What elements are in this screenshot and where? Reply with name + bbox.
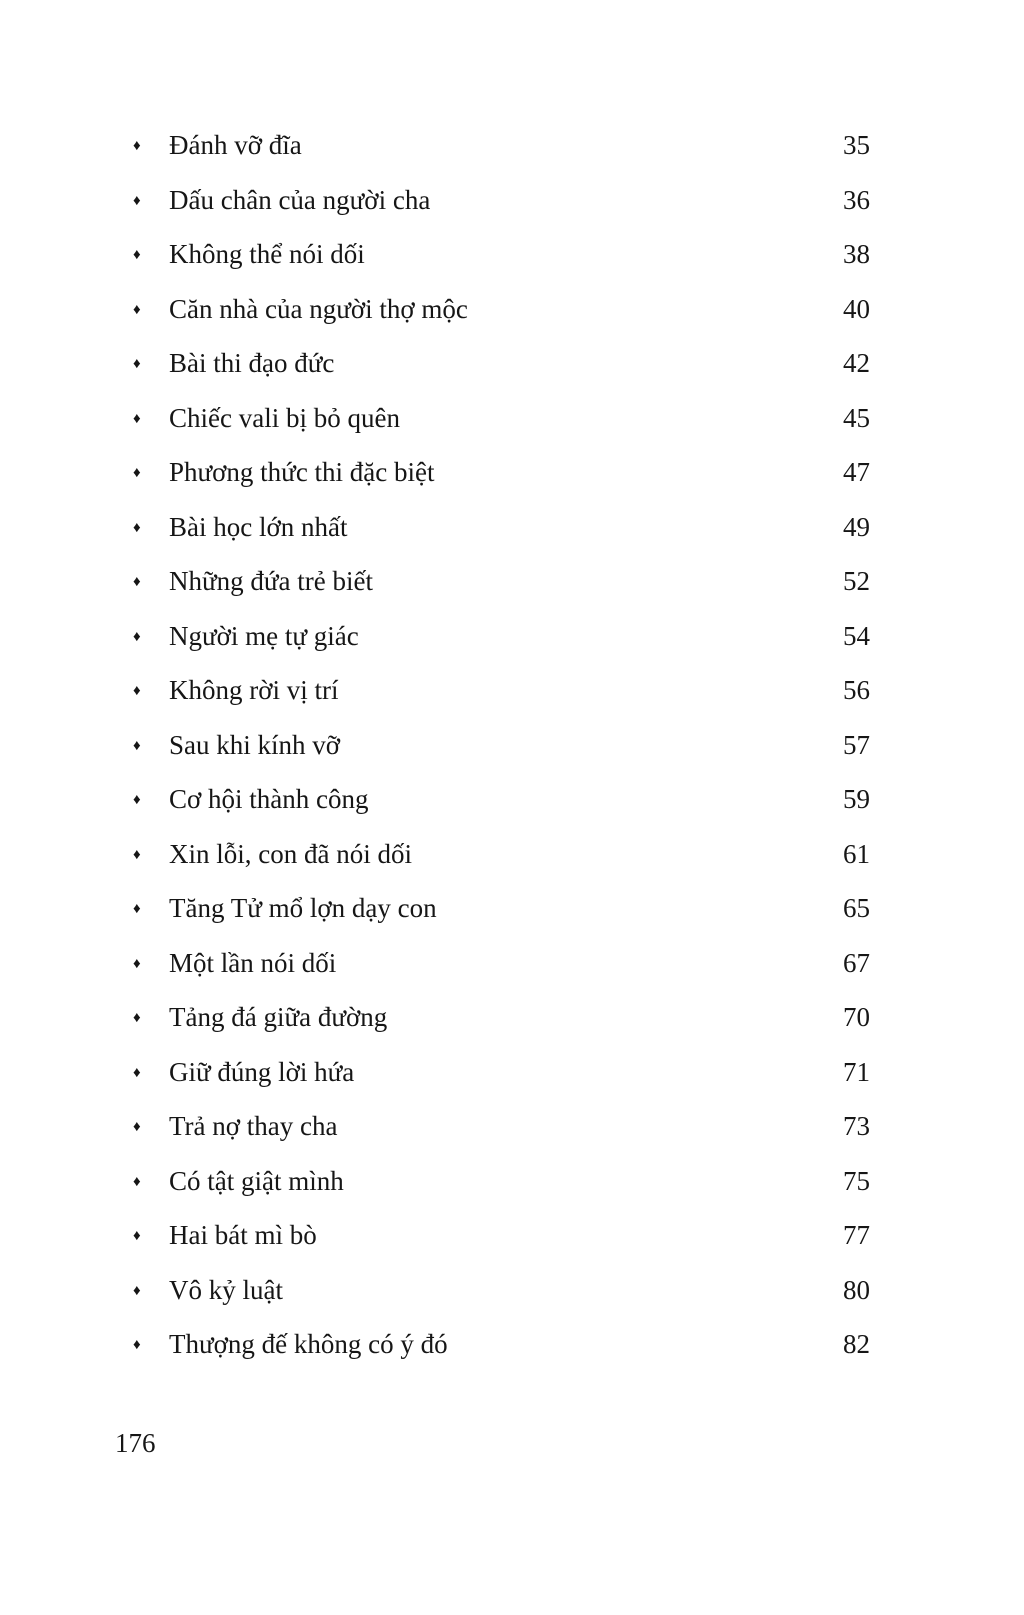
toc-entry	[133, 336, 870, 391]
toc-entry	[133, 282, 870, 337]
toc-entry-page: 38	[843, 239, 870, 270]
toc-entry-page: 57	[843, 729, 870, 760]
toc-entry	[133, 1208, 870, 1263]
toc-entry	[133, 1099, 870, 1154]
toc-entry-page: 56	[843, 675, 870, 706]
toc-entry-page: 36	[843, 184, 870, 215]
diamond-bullet-icon: ♦	[133, 410, 141, 427]
toc-entry-page: 65	[843, 893, 870, 924]
toc-entry-page: 71	[843, 1056, 870, 1087]
toc-entry-title: Căn nhà của người thợ mộc	[169, 293, 468, 324]
toc-entry	[133, 173, 870, 228]
toc-entry-page: 54	[843, 620, 870, 651]
toc-entry-page: 73	[843, 1111, 870, 1142]
toc-entry-page: 59	[843, 784, 870, 815]
toc-entry-title: Cơ hội thành công	[169, 784, 369, 815]
diamond-bullet-icon: ♦	[133, 519, 141, 536]
toc-entry-title: Những đứa trẻ biết	[169, 566, 373, 597]
toc-entry-page: 80	[843, 1274, 870, 1305]
toc-entry-title: Hai bát mì bò	[169, 1220, 317, 1251]
diamond-bullet-icon: ♦	[133, 846, 141, 863]
diamond-bullet-icon: ♦	[133, 1173, 141, 1190]
toc-entry	[133, 554, 870, 609]
diamond-bullet-icon: ♦	[133, 737, 141, 754]
toc-entry-title: Bài thi đạo đức	[169, 348, 335, 379]
diamond-bullet-icon: ♦	[133, 1010, 141, 1027]
toc-entry-page: 49	[843, 511, 870, 542]
diamond-bullet-icon: ♦	[133, 1282, 141, 1299]
diamond-bullet-icon: ♦	[133, 356, 141, 373]
toc-entry	[133, 1317, 870, 1372]
toc-entry	[133, 500, 870, 555]
toc-entry	[133, 1263, 870, 1318]
diamond-bullet-icon: ♦	[133, 301, 141, 318]
diamond-bullet-icon: ♦	[133, 465, 141, 482]
toc-entry-title: Đánh vỡ đĩa	[169, 130, 302, 161]
toc-entry-title: Không rời vị trí	[169, 675, 339, 706]
toc-entry-title: Có tật giật mình	[169, 1165, 344, 1196]
toc-entry-title: Xin lỗi, con đã nói dối	[169, 838, 412, 869]
toc-entry-title: Sau khi kính vỡ	[169, 729, 341, 760]
toc-entry-title: Bài học lớn nhất	[169, 511, 348, 542]
toc-entry-page: 70	[843, 1002, 870, 1033]
toc-entry-title: Một lần nói dối	[169, 947, 337, 978]
toc-entry-title: Không thể nói dối	[169, 239, 365, 270]
toc-entry	[133, 663, 870, 718]
page-number: 176	[115, 1428, 156, 1458]
toc-entry	[133, 881, 870, 936]
toc-entry	[133, 118, 870, 173]
diamond-bullet-icon: ♦	[133, 792, 141, 809]
toc-entry-page: 42	[843, 348, 870, 379]
toc-entry	[133, 609, 870, 664]
toc-entry-page: 40	[843, 293, 870, 324]
toc-list	[133, 118, 870, 1372]
diamond-bullet-icon: ♦	[133, 192, 141, 209]
toc-entry-title: Tăng Tử mổ lợn dạy con	[169, 893, 437, 924]
diamond-bullet-icon: ♦	[133, 574, 141, 591]
toc-entry-title: Giữ đúng lời hứa	[169, 1056, 355, 1087]
toc-entry-title: Phương thức thi đặc biệt	[169, 457, 435, 488]
toc-entry-title: Tảng đá giữa đường	[169, 1002, 388, 1033]
toc-entry-title: Trả nợ thay cha	[169, 1111, 338, 1142]
toc-entry-page: 45	[843, 402, 870, 433]
diamond-bullet-icon: ♦	[133, 1337, 141, 1354]
toc-entry	[133, 227, 870, 282]
toc-entry-title: Chiếc vali bị bỏ quên	[169, 402, 400, 433]
diamond-bullet-icon: ♦	[133, 1064, 141, 1081]
toc-entry	[133, 827, 870, 882]
toc-entry	[133, 1045, 870, 1100]
toc-entry-page: 61	[843, 838, 870, 869]
diamond-bullet-icon: ♦	[133, 628, 141, 645]
toc-entry	[133, 990, 870, 1045]
toc-entry-page: 52	[843, 566, 870, 597]
toc-entry	[133, 936, 870, 991]
diamond-bullet-icon: ♦	[133, 683, 141, 700]
toc-entry-page: 77	[843, 1220, 870, 1251]
diamond-bullet-icon: ♦	[133, 247, 141, 264]
toc-entry-page: 67	[843, 947, 870, 978]
toc-entry	[133, 391, 870, 446]
toc-entry	[133, 1154, 870, 1209]
toc-entry-page: 75	[843, 1165, 870, 1196]
toc-entry-title: Người mẹ tự giác	[169, 620, 359, 651]
toc-entry-title: Vô kỷ luật	[169, 1274, 283, 1305]
diamond-bullet-icon: ♦	[133, 1228, 141, 1245]
diamond-bullet-icon: ♦	[133, 138, 141, 155]
diamond-bullet-icon: ♦	[133, 901, 141, 918]
toc-entry-page: 82	[843, 1329, 870, 1360]
toc-entry-page: 47	[843, 457, 870, 488]
toc-entry	[133, 445, 870, 500]
toc-entry-title: Thượng đế không có ý đó	[169, 1329, 448, 1360]
toc-entry-title: Dấu chân của người cha	[169, 184, 431, 215]
toc-entry	[133, 718, 870, 773]
toc-entry-page: 35	[843, 130, 870, 161]
toc-entry	[133, 772, 870, 827]
diamond-bullet-icon: ♦	[133, 955, 141, 972]
diamond-bullet-icon: ♦	[133, 1119, 141, 1136]
